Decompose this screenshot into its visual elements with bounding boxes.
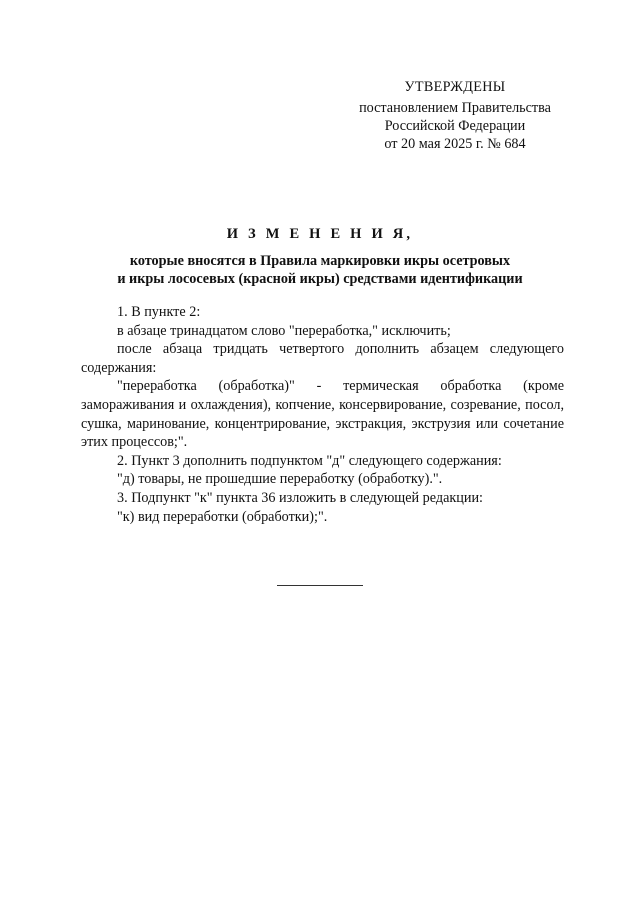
approval-line-federation: Российской Федерации [384, 118, 526, 134]
paragraph-item-1: 1. В пункте 2: [117, 304, 201, 320]
approval-line-date: от 20 мая 2025 г. № 684 [384, 136, 526, 152]
paragraph-quote: "д) товары, не прошедшие переработку (обработку).". [117, 471, 443, 488]
approval-line-government: постановлением Правительства [359, 100, 551, 116]
document-subtitle [80, 252, 560, 288]
paragraph-subitem: после абзаца тридцать четвертого дополнить абзацем следующего содержания: [81, 341, 564, 376]
paragraph-item-3: 3. Подпункт "к" пункта 36 изложить в следующей редакции: [117, 489, 483, 506]
subtitle-line: которые вносятся в Правила маркировки икры осетровых [129, 253, 511, 269]
approved-label: УТВЕРЖДЕНЫ [404, 79, 506, 95]
paragraph-subitem: в абзаце тринадцатом слово "переработка," исключить; [117, 322, 451, 339]
document-title: И З М Е Н Е Н И Я, [226, 226, 414, 242]
subtitle-line: и икры лососевых (красной икры) средствами идентификации [117, 271, 523, 287]
paragraph-definition: "переработка (обработка)" - термическая обработка (кроме замораживания и охлаждения), копчение, консервирование, созревание, посол, сушка, маринование, концентрирование, экстракция, экструзия или сочетание этих процессов;". [81, 378, 564, 451]
document-body [81, 303, 564, 526]
approval-block [330, 78, 580, 153]
paragraph-quote: "к) вид переработки (обработки);". [117, 508, 328, 525]
paragraph-item-2: 2. Пункт 3 дополнить подпунктом "д" следующего содержания: [117, 452, 502, 469]
document-heading [80, 226, 560, 288]
end-separator-line [277, 585, 363, 586]
